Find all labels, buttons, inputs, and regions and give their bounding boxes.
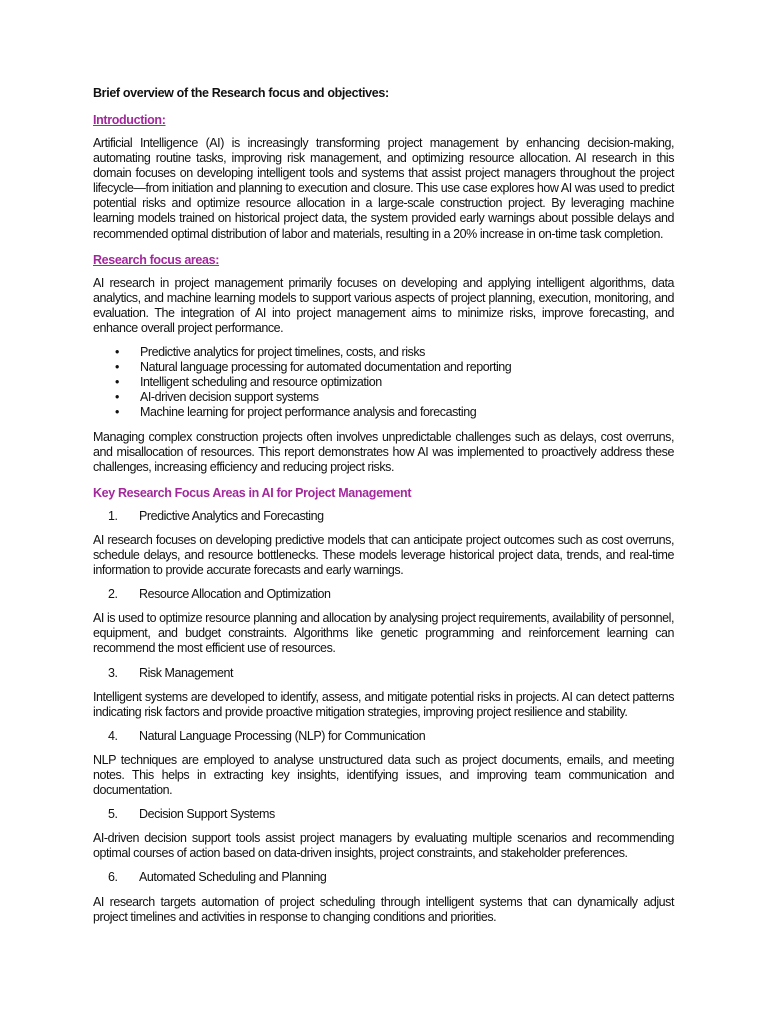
numbered-item-title <box>93 666 674 681</box>
item-number: 4. <box>108 728 118 743</box>
bullet-item <box>93 375 674 390</box>
challenges-paragraph: Managing complex construction projects often involves unpredictable challenges such as delays, cost overruns, and misallocation of resources. This report demonstrates how AI was implemented to proactively address these challenges, increasing efficiency and reducing project risks. <box>93 429 674 474</box>
item-description: AI research targets automation of project scheduling through intelligent systems that can dynamically adjust project timelines and activities in response to changing conditions and priorities. <box>93 894 674 924</box>
numbered-item-title <box>93 870 674 885</box>
item-number: 1. <box>108 508 118 523</box>
item-number: 5. <box>108 807 118 822</box>
bullet-icon: • <box>115 405 119 420</box>
item-description: Intelligent systems are developed to identify, assess, and mitigate potential risks in projects. AI can detect patterns indicating risk factors and provide proactive mitigation strategies, improving project resilience and stability. <box>93 689 674 719</box>
bullet-icon: • <box>115 345 119 360</box>
bullet-item <box>93 360 674 375</box>
document-title: Brief overview of the Research focus and objectives: <box>93 86 389 100</box>
item-title: Risk Management <box>139 665 233 680</box>
item-description: AI is used to optimize resource planning and allocation by analysing project requirements, availability of personnel, equipment, and budget constraints. Algorithms like genetic programming and reinforcement learning can recommend the most efficient use of resources. <box>93 611 674 656</box>
numbered-item-title <box>93 587 674 602</box>
item-description: NLP techniques are employed to analyse unstructured data such as project documents, emails, and meeting notes. This helps in extracting key insights, identifying issues, and improving team communication and documentation. <box>93 752 674 798</box>
bullet-text: AI-driven decision support systems <box>140 390 319 405</box>
item-number: 3. <box>108 665 118 680</box>
introduction-heading: Introduction: <box>93 113 166 127</box>
item-number: 6. <box>108 870 118 885</box>
research-focus-paragraph: AI research in project management primarily focuses on developing and applying intelligent algorithms, data analytics, and machine learning models to support various aspects of project planning, execution, monitoring, and evaluation. The integration of AI into project management aims to minimize risks, improve forecasting, and enhance overall project performance. <box>93 275 674 335</box>
item-description: AI research focuses on developing predictive models that can anticipate project outcomes such as cost overruns, schedule delays, and resource bottlenecks. These models leverage historical project data, trends, and real-time information to provide accurate forecasts and early warnings. <box>93 532 674 578</box>
bullet-text: Machine learning for project performance analysis and forecasting <box>140 405 477 420</box>
bullet-text: Natural language processing for automated documentation and reporting <box>140 360 512 375</box>
bullet-icon: • <box>115 375 119 390</box>
item-title: Natural Language Processing (NLP) for Communication <box>139 728 426 743</box>
item-title: Decision Support Systems <box>139 807 275 822</box>
bullet-icon: • <box>115 360 119 375</box>
bullet-text: Intelligent scheduling and resource optimization <box>140 375 382 390</box>
bullet-text: Predictive analytics for project timelines, costs, and risks <box>140 345 425 360</box>
bullet-item <box>93 405 674 420</box>
bullet-item <box>93 390 674 405</box>
item-number: 2. <box>108 587 118 602</box>
item-description: AI-driven decision support tools assist project managers by evaluating multiple scenarios and recommending optimal courses of action based on data-driven insights, project constraints, and stakeholder preferences. <box>93 831 674 861</box>
item-title: Resource Allocation and Optimization <box>139 587 331 602</box>
item-title: Predictive Analytics and Forecasting <box>139 508 324 523</box>
key-areas-heading: Key Research Focus Areas in AI for Project Management <box>93 485 412 500</box>
bullet-item <box>93 345 674 360</box>
numbered-item-title <box>93 509 674 524</box>
introduction-paragraph: Artificial Intelligence (AI) is increasingly transforming project management by enhancing decision-making, automating routine tasks, improving risk management, and optimizing resource allocation. AI research in this domain focuses on developing intelligent tools and systems that assist project managers throughout the project lifecycle—from initiation and planning to execution and closure. This use case explores how AI was used to predict potential risks and optimize resource allocation in a large-scale construction project. By leveraging machine learning models trained on historical project data, the system provided early warnings about possible delays and recommended optimal distribution of labor and materials, resulting in a 20% increase in on-time task completion. <box>93 136 674 241</box>
numbered-item-title <box>93 729 674 744</box>
research-focus-bullet-list <box>93 345 674 420</box>
research-focus-heading: Research focus areas: <box>93 252 220 267</box>
numbered-item-title <box>93 807 674 822</box>
item-title: Automated Scheduling and Planning <box>139 870 327 885</box>
bullet-icon: • <box>115 390 119 405</box>
